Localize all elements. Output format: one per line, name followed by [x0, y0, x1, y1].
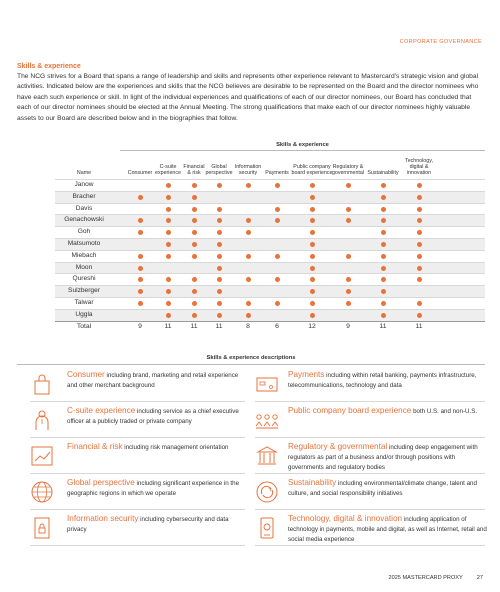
skill-dot: [346, 218, 351, 223]
skill-dot: [310, 301, 315, 306]
skill-dot: [246, 230, 251, 235]
description-text: Financial & risk including risk management orientation: [67, 442, 229, 451]
skill-dot: [192, 218, 197, 223]
director-name: Talwar: [74, 298, 94, 306]
skill-dot: [381, 266, 386, 271]
totals-row: [55, 321, 485, 333]
director-row: [55, 238, 485, 250]
skill-dot: [346, 277, 351, 282]
skill-dot: [217, 242, 222, 247]
skill-dot: [192, 277, 197, 282]
skill-dot: [275, 301, 280, 306]
skill-description: [30, 440, 245, 474]
column-header: Public company board experience: [291, 164, 333, 176]
column-header: Regulatory & governmental: [331, 164, 365, 176]
skill-name: Consumer: [67, 370, 105, 379]
description-text: Payments including within retail banking, payments infrastructure, telecommunications, technology and data: [288, 370, 477, 389]
skill-dot: [346, 207, 351, 212]
director-row: [55, 203, 485, 215]
skill-dot: [217, 230, 222, 235]
skill-dot: [192, 301, 197, 306]
director-row: [55, 214, 485, 226]
sustainability-cycle-icon: [255, 480, 279, 504]
total-value: 11: [215, 322, 223, 330]
skill-dot: [310, 183, 315, 188]
skill-dot: [310, 277, 315, 282]
skill-dot: [246, 277, 251, 282]
skill-dot: [166, 242, 171, 247]
director-row: [55, 262, 485, 274]
skill-dot: [166, 289, 171, 294]
skill-description: [255, 440, 485, 474]
skill-dot: [166, 195, 171, 200]
total-value: 8: [246, 322, 250, 330]
skill-dot: [310, 195, 315, 200]
skill-description: [30, 512, 245, 546]
column-header: Financial & risk: [183, 164, 205, 176]
skill-name: C-suite experience: [67, 406, 136, 415]
skill-dot: [192, 313, 197, 318]
skill-dot: [381, 207, 386, 212]
skill-dot: [417, 242, 422, 247]
director-name: Qureshi: [72, 275, 96, 283]
skill-dot: [217, 289, 222, 294]
skill-name: Technology, digital & innovation: [288, 514, 403, 523]
skill-name: Regulatory & governmental: [288, 442, 388, 451]
skill-dot: [310, 266, 315, 271]
skill-dot: [310, 218, 315, 223]
description-text: Information security including cybersecurity and data privacy: [67, 514, 229, 533]
skill-dot: [346, 183, 351, 188]
skill-dot: [417, 183, 422, 188]
skill-dot: [346, 289, 351, 294]
description-text: Regulatory & governmental including deep engagement with regulators as part of a business and/or through positions with governments and regulatory bodies: [288, 442, 478, 471]
director-name: Miebach: [71, 251, 97, 259]
description-text: Consumer including brand, marketing and retail experience and other merchant background: [67, 370, 239, 389]
skill-dot: [138, 289, 143, 294]
column-header: Information security: [234, 164, 262, 176]
skill-description: [255, 512, 485, 546]
skill-dot: [166, 230, 171, 235]
board-group-icon: [255, 408, 279, 432]
globe-icon: [30, 480, 54, 504]
skill-dot: [417, 195, 422, 200]
skill-dot: [192, 254, 197, 259]
footer-document: 2025 MASTERCARD PROXY: [388, 575, 463, 581]
director-name: Uggla: [75, 310, 93, 318]
skill-dot: [417, 254, 422, 259]
skill-dot: [217, 313, 222, 318]
column-header: Payments: [265, 170, 289, 176]
description-text: Public company board experience both U.S. and non-U.S.: [288, 406, 478, 415]
skill-dot: [246, 218, 251, 223]
skill-dot: [246, 301, 251, 306]
skill-dot: [417, 230, 422, 235]
description-text: Sustainability including environmental/climate change, talent and culture, and social responsibility initiatives: [288, 478, 477, 497]
skill-dot: [310, 242, 315, 247]
total-value: 11: [379, 322, 387, 330]
director-row: [55, 179, 485, 191]
skill-dot: [166, 254, 171, 259]
skill-dot: [417, 301, 422, 306]
running-header: CORPORATE GOVERNANCE: [399, 39, 482, 45]
director-name: Moon: [75, 263, 93, 271]
skill-dot: [346, 254, 351, 259]
skill-dot: [381, 218, 386, 223]
skill-description: [255, 368, 485, 402]
skill-dot: [381, 230, 386, 235]
director-row: [55, 273, 485, 285]
skill-name: Sustainability: [288, 478, 337, 487]
director-name: Genachowski: [64, 216, 104, 224]
director-row: [55, 250, 485, 262]
director-name: Sulzberger: [68, 287, 100, 295]
mobile-payment-icon: [255, 516, 279, 540]
skill-description: [255, 404, 485, 438]
skill-dot: [310, 289, 315, 294]
description-text: Technology, digital & innovation including application of technology in payments, mobile and digital, as well as Internet, retail and social media experience: [288, 514, 487, 543]
skill-dot: [138, 230, 143, 235]
skill-dot: [417, 207, 422, 212]
director-row: [55, 285, 485, 297]
skill-name: Public company board experience: [288, 406, 412, 415]
matrix-header-row: [55, 156, 485, 178]
skill-dot: [192, 289, 197, 294]
skill-dot: [310, 207, 315, 212]
director-row: [55, 309, 485, 321]
director-name: Davis: [75, 204, 93, 212]
total-value: 9: [138, 322, 142, 330]
skill-description: [255, 476, 485, 510]
skill-dot: [381, 301, 386, 306]
skill-name: Information security: [67, 514, 139, 523]
skill-name: Payments: [288, 370, 325, 379]
skill-dot: [346, 301, 351, 306]
skill-dot: [138, 301, 143, 306]
skill-dot: [166, 207, 171, 212]
government-building-icon: [255, 444, 279, 468]
page-footer: [388, 575, 483, 581]
skill-dot: [417, 266, 422, 271]
director-name: Janow: [74, 181, 94, 188]
matrix-title: Skills & experience: [120, 142, 485, 151]
director-row: [55, 191, 485, 203]
skill-dot: [217, 254, 222, 259]
column-header: Sustainability: [367, 170, 399, 176]
total-value: 11: [164, 322, 172, 330]
skill-dot: [138, 218, 143, 223]
skill-dot: [217, 183, 222, 188]
director-row: [55, 226, 485, 238]
director-name: Goh: [77, 228, 91, 236]
column-header: Consumer: [127, 170, 153, 176]
skill-dot: [381, 277, 386, 282]
skill-description: [30, 476, 245, 510]
skill-dot: [275, 218, 280, 223]
skill-dot: [166, 313, 171, 318]
skill-dot: [192, 230, 197, 235]
skill-dot: [417, 218, 422, 223]
skill-dot: [166, 301, 171, 306]
total-value: 11: [190, 322, 198, 330]
skill-description: [30, 404, 245, 438]
skill-dot: [310, 254, 315, 259]
skill-dot: [192, 195, 197, 200]
skill-dot: [275, 183, 280, 188]
skill-dot: [246, 254, 251, 259]
skill-dot: [217, 277, 222, 282]
skill-dot: [138, 254, 143, 259]
skill-dot: [417, 313, 422, 318]
column-header: C-suite experience: [155, 164, 181, 176]
total-value: 9: [346, 322, 350, 330]
total-value: 11: [415, 322, 423, 330]
section-title: Skills & experience: [17, 63, 81, 70]
skill-dot: [381, 183, 386, 188]
skill-description: [30, 368, 245, 402]
shopping-bag-icon: [30, 372, 54, 396]
skill-dot: [138, 195, 143, 200]
skill-dot: [217, 301, 222, 306]
skill-dot: [381, 254, 386, 259]
skill-dot: [166, 277, 171, 282]
skill-dot: [217, 207, 222, 212]
card-terminal-icon: [255, 372, 279, 396]
skill-dot: [310, 230, 315, 235]
trend-chart-icon: [30, 444, 54, 468]
skill-dot: [275, 254, 280, 259]
skill-dot: [417, 277, 422, 282]
skill-dot: [217, 266, 222, 271]
skill-dot: [381, 195, 386, 200]
director-name: Bracher: [72, 192, 96, 200]
skill-dot: [246, 183, 251, 188]
skill-dot: [166, 218, 171, 223]
skill-dot: [246, 313, 251, 318]
lock-device-icon: [30, 516, 54, 540]
description-text: Global perspective including significant experience in the geographic regions in which we operate: [67, 478, 240, 497]
skill-dot: [138, 277, 143, 282]
skill-name: Financial & risk: [67, 442, 123, 451]
descriptions-title: Skills & experience descriptions: [17, 355, 485, 365]
executive-person-icon: [30, 408, 54, 432]
total-value: 6: [275, 322, 279, 330]
skill-dot: [275, 277, 280, 282]
director-row: [55, 297, 485, 309]
skill-dot: [381, 289, 386, 294]
skill-dot: [381, 313, 386, 318]
column-header: Technology, digital & innovation: [405, 158, 433, 176]
skill-dot: [192, 183, 197, 188]
skill-dot: [166, 183, 171, 188]
skills-matrix: [55, 179, 485, 333]
intro-paragraph: The NCG strives for a Board that spans a range of leadership and skills and represents other experience relevant to Mastercard's strategic vision and global activities. Indicated below are the experiences and skills that the NCG believes are desirable to be represented on the Board and the director nominees who have each such experience or skill. In light of the individual experiences and qualifications of each of our director nominees, our Board has concluded that each of our director nominees should be elected at the Annual Meeting. The strong qualifications that make each of our director nominees highly valuable assets to our Board are described below and in the biographies that follow.: [17, 73, 479, 122]
column-header-name: Name: [76, 170, 92, 176]
skill-name: Global perspective: [67, 478, 135, 487]
skill-dot: [192, 242, 197, 247]
skill-dot: [310, 313, 315, 318]
total-value: 12: [308, 322, 316, 330]
director-name: Matsumoto: [67, 239, 101, 247]
total-label: Total: [76, 322, 92, 330]
page-number: 27: [476, 575, 483, 581]
skill-dot: [138, 266, 143, 271]
skill-dot: [381, 242, 386, 247]
column-header: Global perspective: [205, 164, 233, 176]
skill-dot: [217, 218, 222, 223]
skill-dot: [192, 207, 197, 212]
skill-dot: [275, 207, 280, 212]
description-text: C-suite experience including service as a chief executive officer at a publicly traded or private company: [67, 406, 239, 425]
